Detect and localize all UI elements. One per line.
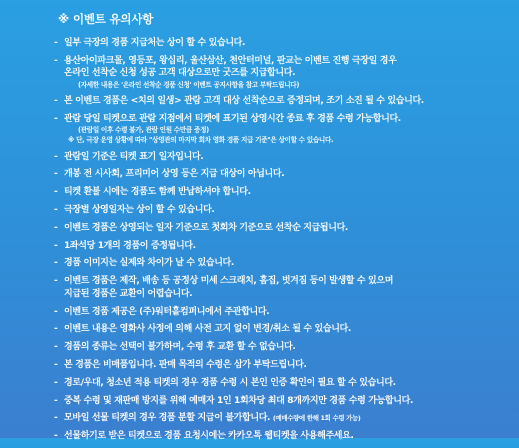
list-item-text: 이벤트 경품은 상영되는 일자 기준으로 첫회차 기준으로 선착순 지급됩니다. xyxy=(64,222,349,233)
list-item-text-line2: 온라인 선착순 신청 성공 고객 대상으로만 굿즈를 지급합니다. xyxy=(64,68,296,79)
list-item-text: 일부 극장의 경품 지급처는 상이 할 수 있습니다. xyxy=(64,38,246,48)
dash-bullet: - xyxy=(54,258,58,269)
list-item xyxy=(54,204,514,217)
list-item-text: 1좌석당 1개의 경품이 증정됩니다. xyxy=(64,240,196,251)
list-item xyxy=(54,395,514,408)
dash-bullet: - xyxy=(54,413,58,424)
dash-bullet: - xyxy=(54,359,58,370)
dash-bullet: - xyxy=(54,96,58,107)
list-item-text: 경품의 종류는 선택이 불가하며, 수령 후 교환 할 수 없습니다. xyxy=(64,342,296,353)
list-item-note-2: ※ 단, 극장 운영 상황에 따라 "상영관의 마지막 회차 영화 경품 지급 기준"은 상이할 수 있습니다. xyxy=(68,136,334,145)
dash-bullet: - xyxy=(54,377,58,388)
dash-bullet: - xyxy=(54,276,58,287)
notice-title xyxy=(58,11,153,27)
list-item xyxy=(54,341,514,354)
dash-bullet: - xyxy=(54,55,58,66)
list-item xyxy=(54,275,514,300)
dash-bullet: - xyxy=(54,113,58,124)
list-item-text: 티켓 환불 시에는 경품도 함께 반납하셔야 합니다. xyxy=(64,187,251,198)
dash-bullet: - xyxy=(54,395,58,406)
list-item-text: 극장별 상영일자는 상이 할 수 있습니다. xyxy=(64,205,215,216)
list-item xyxy=(54,95,514,108)
dash-bullet: - xyxy=(54,151,58,162)
list-item-text: 경로/우대, 청소년 적용 티켓의 경우 경품 수령 시 본인 인증 확인이 필요 할 수 있습니다. xyxy=(64,377,396,388)
list-item-note: (관람일 이후 수령 불가, 관람 인원 수만큼 증정) xyxy=(78,126,209,135)
dash-bullet: - xyxy=(54,169,58,180)
dash-bullet: - xyxy=(54,240,58,251)
list-item-text: 중복 수령 및 재판매 방지를 위해 예매자 1인 1회차당 최대 8개까지만 경품 수령 가능합니다. xyxy=(64,395,414,406)
dash-bullet: - xyxy=(54,38,58,48)
list-item-text: 이벤트 경품 제공은 (주)워터홀컴퍼니에서 주관합니다. xyxy=(64,306,270,317)
list-item xyxy=(54,222,514,235)
list-item xyxy=(54,306,514,319)
dash-bullet: - xyxy=(54,324,58,335)
list-item-text: 관람일 기준은 티켓 표기 일자입니다. xyxy=(64,151,204,162)
list-item xyxy=(54,412,514,425)
list-item xyxy=(54,240,514,253)
list-item xyxy=(54,113,514,146)
list-item xyxy=(54,257,514,270)
reference-mark-icon: ※ xyxy=(58,12,69,26)
list-item xyxy=(54,186,514,199)
list-item-inline-note: (예매수량에 한해 1회 수령 가능) xyxy=(272,414,361,423)
list-item-text: 이벤트 내용은 영화사 사정에 의해 사전 고지 없이 변경/취소 될 수 있습니다. xyxy=(64,324,351,335)
list-item xyxy=(54,359,514,372)
list-item-text: 용산아이파크몰, 영등포, 왕십리, 울산삼산, 천안터미널, 판교는 이벤트 진행 극장일 경우 xyxy=(64,55,397,66)
list-item xyxy=(54,151,514,164)
dash-bullet: - xyxy=(54,431,58,442)
list-item-text: 이벤트 경품은 제작, 배송 등 공정상 미세 스크래치, 흠집, 벗겨짐 등이 발생할 수 있으며 xyxy=(64,276,394,287)
dash-bullet: - xyxy=(54,342,58,353)
list-item-text-row xyxy=(64,412,514,425)
list-item-note: (자세한 내용은 '온라인 선착순 경품 신청' 이벤트 공지사항을 참고 부탁드립니다) xyxy=(78,80,300,89)
list-item xyxy=(54,377,514,390)
list-item xyxy=(54,37,514,50)
list-item xyxy=(54,323,514,336)
list-item-text: 경품 이미지는 실제와 차이가 날 수 있습니다. xyxy=(64,258,234,269)
dash-bullet: - xyxy=(54,306,58,317)
list-item xyxy=(54,430,514,443)
list-item-text: 관람 당일 티켓으로 관람 지점에서 티켓에 표기된 상영시간 종료 후 경품 수령 가능합니다. xyxy=(64,113,401,124)
list-item-text: 본 이벤트 경품은 <치의 일생> 관람 고객 대상 선착순으로 증정되며, 조기 소진 될 수 있습니다. xyxy=(64,96,424,107)
list-item-text: 본 경품은 비매품입니다. 판매 목적의 수령은 삼가 부탁드립니다. xyxy=(64,359,307,370)
dash-bullet: - xyxy=(54,187,58,198)
dash-bullet: - xyxy=(54,205,58,216)
list-item xyxy=(54,168,514,181)
list-item-text: 모바일 선물 티켓의 경우 경품 분할 지급이 불가합니다. xyxy=(64,413,271,424)
dash-bullet: - xyxy=(54,222,58,233)
notice-title-text: 이벤트 유의사항 xyxy=(72,12,154,26)
list-item-text-line2: 지급된 경품은 교환이 어렵습니다. xyxy=(64,288,193,299)
list-item xyxy=(54,55,514,90)
list-item-text: 개봉 전 시사회, 프리미어 상영 등은 지급 대상이 아닙니다. xyxy=(64,169,285,180)
list-item-text: 선물하기로 받은 티켓으로 경품 요청시에는 카카오톡 웹티켓을 사용해주세요. xyxy=(64,431,354,442)
notice-list xyxy=(54,37,514,448)
